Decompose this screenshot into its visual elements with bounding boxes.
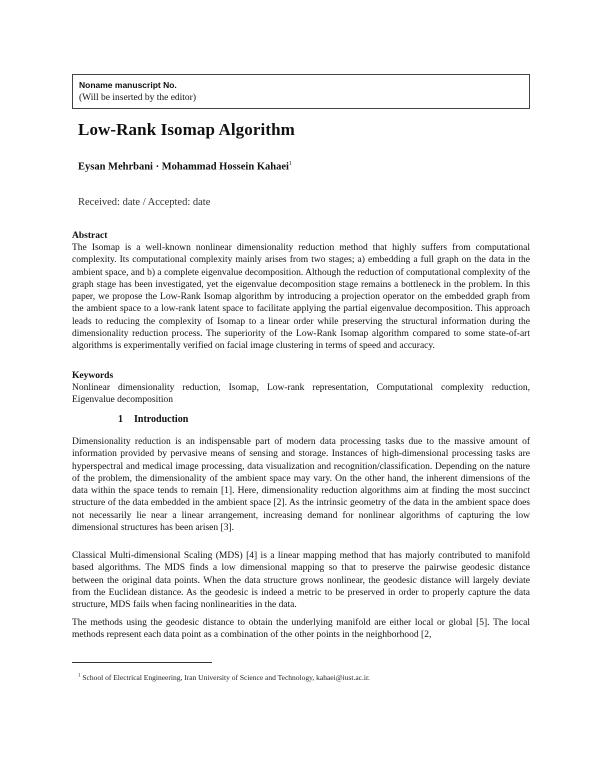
abstract-text: The Isomap is a well-known nonlinear dimensionality reduction method that highly suffers from computational complexity. Its computational complexity mainly arises from two stages; a) embedding a full graph on the data in the ambient space, and b) a complete eigenvalue decomposition. Although the reduction of computational complexity of the graph stage has been investigated, yet the eigenvalue decomposition stage remains a bottleneck in the problem. In this paper, we propose the Low-Rank Isomap algorithm by introducing a projection operator on the embedded graph from the ambient space to a low-rank latent space to facilitate applying the partial eigenvalue decomposition. This approach leads to reducing the complexity of Isomap to a linear order while preserving the structural information during the dimensionality reduction process. The superiority of the Low-Rank Isomap algorithm compared to some state-of-art algorithms is experimentally verified on facial image clustering in terms of speed and accuracy. (72, 243, 530, 352)
editor-note: (Will be inserted by the editor) (79, 93, 197, 103)
author-list (78, 161, 292, 173)
footnote-divider (72, 662, 212, 663)
intro-paragraph-3: The methods using the geodesic distance to obtain the underlying manifold are either local or global [5]. The local methods represent each data point as a combination of the other points in the neighborhood [2, (72, 618, 530, 641)
footnote-mark: 1 (78, 673, 81, 679)
keywords-text: Nonlinear dimensionality reduction, Isomap, Low-rank representation, Computational complexity reduction, Eigenvalue decomposition (72, 383, 530, 406)
abstract-section (72, 230, 530, 353)
manuscript-number: Noname manuscript No. (79, 80, 177, 90)
footnote (78, 673, 370, 682)
affiliation-mark: 1 (288, 161, 292, 167)
paper-title: Low-Rank Isomap Algorithm (78, 120, 295, 139)
manuscript-header-box (72, 74, 530, 109)
keywords-section (72, 370, 530, 407)
section-number: 1 (118, 414, 123, 425)
abstract-heading: Abstract (72, 231, 108, 241)
footnote-text: School of Electrical Engineering, Iran University of Science and Technology, kahaei@iust.ac.ir. (82, 673, 370, 682)
author-names: Eysan Mehrbani · Mohammad Hossein Kahaei (78, 161, 289, 173)
keywords-heading: Keywords (72, 371, 114, 381)
section-title: Introduction (134, 414, 189, 425)
intro-paragraph-1: Dimensionality reduction is an indispensable part of modern data processing tasks due to the massive amount of information provided by pervasive means of sensing and storage. Instances of high-dimensional processing tasks are hyperspectral and medical image processing, data visualization and recognition/classification. Depending on the nature of the problem, the dimensionality of the ambient space may vary. On the other hand, the inherent dimensions of the data within the space tends to remain [1]. Here, dimensionality reduction algorithms aim at finding the most succinct structure of the data embedded in the ambient space [2]. As the intrinsic geometry of the data in the ambient space does not necessarily lie near a linear arrangement, increasing demand for nonlinear algorithms of capturing the low dimensional structures has been arisen [3]. (72, 437, 530, 534)
intro-paragraph-2: Classical Multi-dimensional Scaling (MDS) [4] is a linear mapping method that has majorly contributed to manifold based algorithms. The MDS finds a low dimensional mapping so that to preserve the pairwise geodesic distance between the original data points. When the data structure grows nonlinear, the geodesic distance will largely deviate from the Euclidean distance. As the geodesic is indeed a metric to be preserved in order to properly capture the data structure, MDS fails when facing nonlinearities in the data. (72, 551, 530, 611)
received-date: Received: date / Accepted: date (78, 197, 211, 208)
section-heading-introduction (118, 414, 188, 425)
